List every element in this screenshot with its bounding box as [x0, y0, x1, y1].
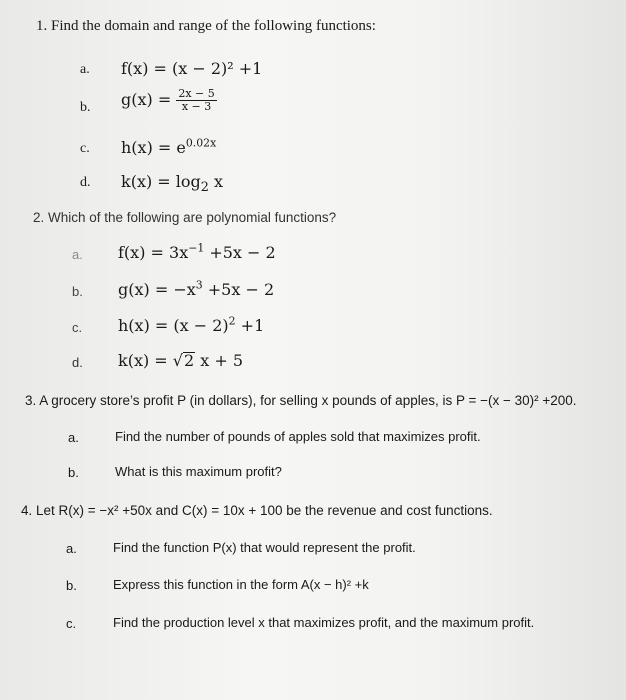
q3-b-text: What is this maximum profit? — [115, 464, 282, 479]
q2-c-label: c. — [72, 320, 83, 335]
q4-a-text: Find the function P(x) that would represent the profit. — [113, 540, 416, 555]
q1-c-exponent: 0.02x — [185, 136, 217, 150]
q1-d-tail: x — [208, 172, 224, 191]
q1-b-label: b. — [80, 100, 91, 115]
q1-c-label: c. — [80, 141, 90, 156]
q4-b-label: b. — [66, 578, 77, 593]
q2-a-part2: +5x − 2 — [204, 243, 276, 262]
q2-d-part1: k(x) = — [118, 351, 173, 370]
q1-prompt: 1. Find the domain and range of the following functions: — [36, 18, 376, 34]
q2-prompt: 2. Which of the following are polynomial functions? — [33, 210, 337, 225]
q2-b-exponent: 3 — [195, 278, 203, 292]
q1-a-label: a. — [80, 62, 90, 77]
q2-c-expression — [118, 316, 264, 335]
q2-a-label: a. — [72, 247, 83, 262]
q2-a-part1: f(x) = 3x — [118, 243, 189, 262]
q4-prompt: 4. Let R(x) = −x² +50x and C(x) = 10x + 100 be the revenue and cost functions. — [21, 503, 493, 518]
q3-a-label: a. — [68, 430, 79, 445]
q2-a-expression — [118, 243, 276, 262]
q2-a-exponent: −1 — [188, 241, 205, 255]
q1-b-lhs: g(x) = — [121, 90, 177, 109]
q2-b-label: b. — [72, 284, 83, 299]
q1-b-numerator: 2x − 5 — [178, 87, 215, 100]
q2-c-part2: +1 — [235, 316, 265, 335]
q2-b-part1: g(x) = −x — [118, 280, 196, 299]
q1-b-denominator: x − 3 — [181, 100, 212, 113]
q1-b-expression — [121, 88, 217, 113]
q4-c-text: Find the production level x that maximizes profit, and the maximum profit. — [113, 615, 535, 630]
q4-c-label: c. — [66, 616, 77, 631]
q1-d-base: k(x) = log — [121, 172, 201, 191]
q2-c-exponent: 2 — [228, 314, 236, 328]
q3-prompt: 3. A grocery store’s profit P (in dollars), for selling x pounds of apples, is P = −(x − 30)² +200. — [25, 393, 577, 408]
q1-d-subscript: 2 — [200, 180, 209, 196]
q4-b-text: Express this function in the form A(x − h)² +k — [113, 577, 369, 592]
q2-d-label: d. — [72, 355, 83, 370]
q3-b-label: b. — [68, 465, 79, 480]
q2-d-radical-sign: √ — [172, 351, 183, 370]
q2-d-radicand: 2 — [183, 351, 195, 370]
q4-a-label: a. — [66, 541, 77, 556]
q2-d-part2: x + 5 — [195, 351, 244, 370]
q2-b-expression — [118, 280, 274, 299]
q1-a-expression: f(x) = (x − 2)² +1 — [121, 59, 263, 78]
q2-d-expression — [118, 351, 243, 370]
q2-b-part2: +5x − 2 — [202, 280, 275, 299]
q1-b-fraction — [176, 88, 216, 113]
q1-d-expression — [121, 172, 224, 196]
q1-c-expression — [121, 138, 216, 157]
q2-c-part1: h(x) = (x − 2) — [118, 316, 229, 335]
q1-c-base: h(x) = e — [121, 138, 186, 157]
q1-d-label: d. — [80, 175, 91, 190]
q3-a-text: Find the number of pounds of apples sold that maximizes profit. — [115, 429, 481, 444]
